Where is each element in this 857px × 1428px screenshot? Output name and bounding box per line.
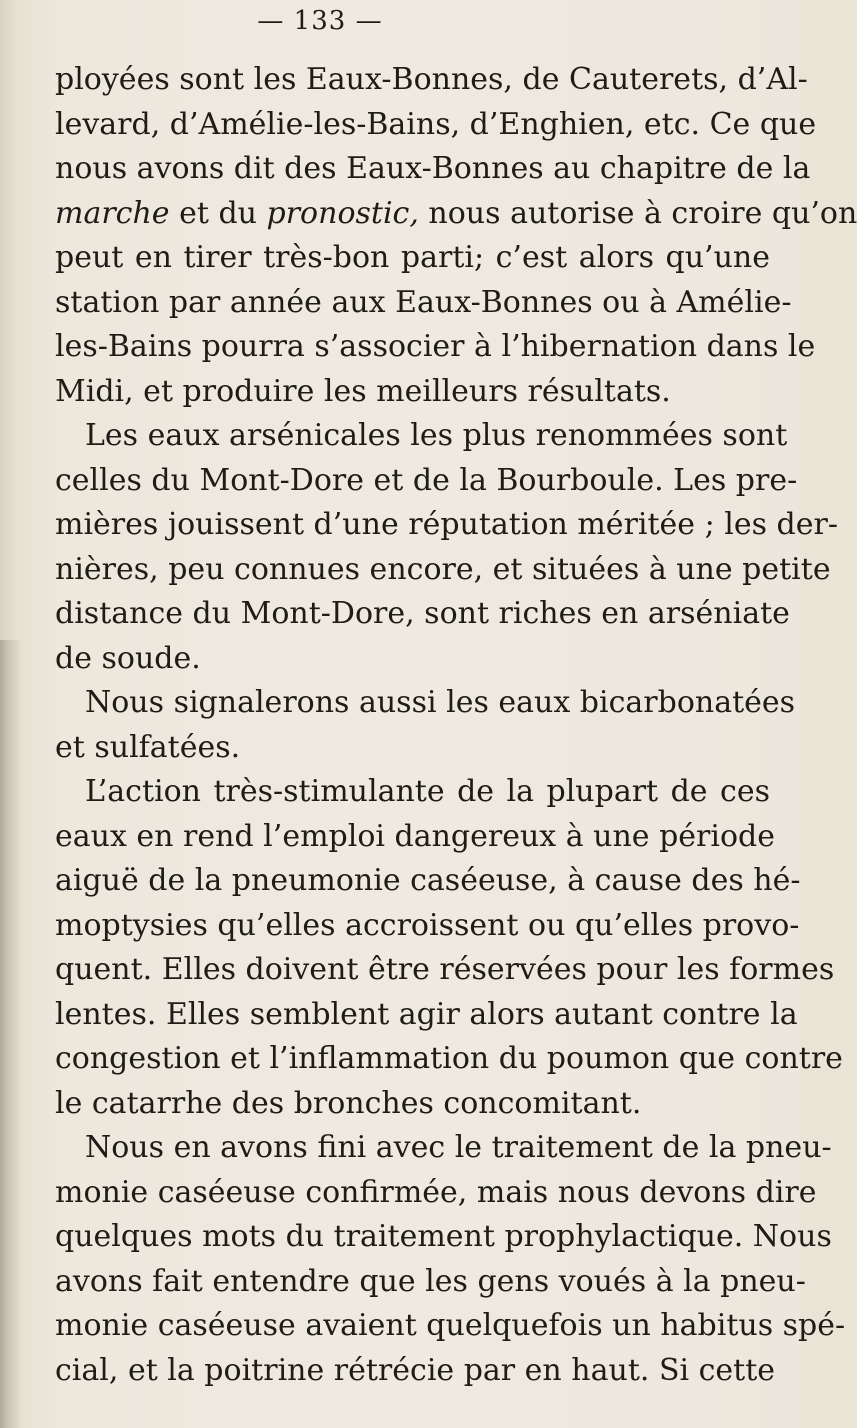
text-line: de soude. [55,640,201,676]
text-line: distance du Mont-Dore, sont riches en arséniate [55,596,790,631]
text-line: moptysies qu’elles accroissent ou qu’elles provo- [55,907,800,943]
text-run: nous autorise à croire qu’on [418,195,857,231]
text-line: monie caséeuse confirmée, mais nous devons dire [55,1174,817,1210]
text-line: levard, d’Amélie-les-Bains, d’Enghien, etc. Ce que [55,106,817,142]
body-text [55,58,857,1393]
italic-term: pronostic, [266,195,419,231]
text-line: les-Bains pourra s’associer à l’hibernation dans le [55,329,816,364]
text-line: nous avons dit des Eaux-Bonnes au chapitre de la [55,151,811,186]
text-line: peut en tirer très-bon parti; c’est alors qu’une [55,240,770,275]
text-line: eaux en rend l’emploi dangereux à une période [55,818,776,854]
text-line [55,192,857,237]
binding-shadow [0,640,22,1428]
text-line: nières, peu connues encore, et situées à une petite [55,551,831,587]
text-line: celles du Mont-Dore et de la Bourboule. Les pre- [55,462,798,498]
text-line: lentes. Elles semblent agir alors autant contre la [55,996,798,1032]
page-number: — 133 — [257,6,383,36]
text-line: le catarrhe des bronches concomitant. [55,1085,642,1121]
text-line: L’action très-stimulante de la plupart de ces [85,774,770,809]
text-line: Nous en avons fini avec le traitement de la pneu- [85,1130,832,1165]
text-line: quent. Elles doivent être réservées pour les formes [55,952,835,987]
text-line: Les eaux arsénicales les plus renommées sont [85,418,788,453]
text-line: ployées sont les Eaux-Bonnes, de Cauterets, d’Al- [55,62,808,97]
text-line: Midi, et produire les meilleurs résultats. [55,373,671,409]
text-line: et sulfatées. [55,729,241,765]
text-line: mières jouissent d’une réputation méritée ; les der- [55,507,838,542]
text-line: aiguë de la pneumonie caséeuse, à cause des hé- [55,863,801,898]
text-line: monie caséeuse avaient quelquefois un habitus spé- [55,1308,846,1343]
text-run: et du [169,195,267,231]
text-line: avons fait entendre que les gens voués à la pneu- [55,1263,806,1299]
text-line: congestion et l’inflammation du poumon que contre [55,1041,843,1076]
text-line: quelques mots du traitement prophylactique. Nous [55,1219,832,1254]
italic-term: marche [55,195,170,231]
text-line: Nous signalerons aussi les eaux bicarbonatées [85,685,796,720]
text-line: cial, et la poitrine rétrécie par en haut. Si cette [55,1352,776,1388]
text-line: station par année aux Eaux-Bonnes ou à Amélie- [55,284,792,320]
